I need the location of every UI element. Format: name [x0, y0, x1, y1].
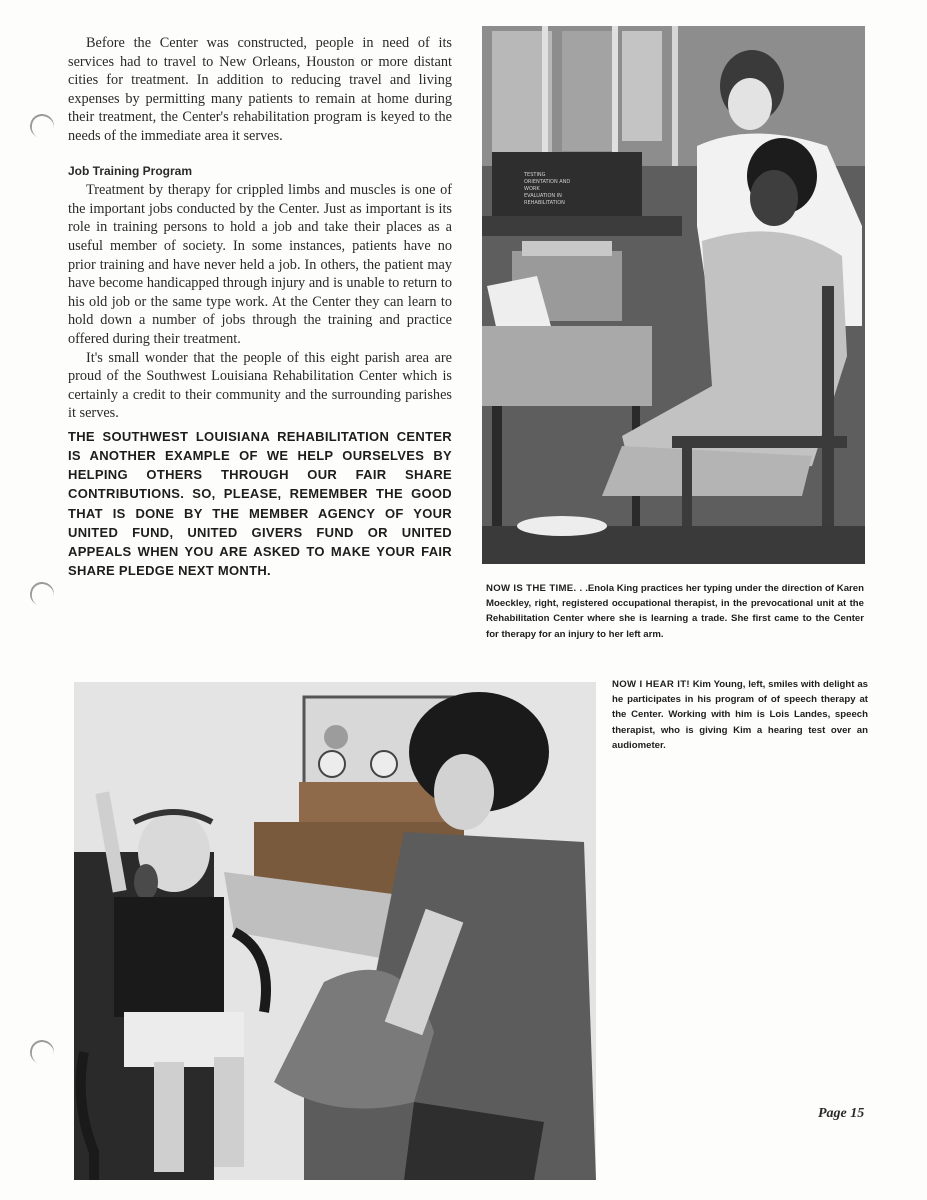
section-heading-job-training: Job Training Program: [68, 163, 193, 178]
article-text-column: [68, 34, 452, 581]
caption-hearing-text: Kim Young, left, smiles with delight as he participates in his program of of speech therapy at the Center. Working with him is Lois Landes, speech therapist, who is giving Kim a hearing test over an audiometer.: [612, 679, 868, 751]
paragraph-travel: Before the Center was constructed, people in need of its services had to travel to New Orleans, Houston or more distant cities for treatment. In addition to reducing travel and living expenses by permitting many patients to remain at home during their treatment, the Center's rehabilitation program is keyed to the needs of the immediate area it serves.: [68, 35, 452, 144]
caption-typing-text: .Enola King practices her typing under the direction of Karen Moeckley, right, registered occupational therapist, in the prevocational unit at the Rehabilitation Center where she is learning a trade. She first came to the Center for therapy for an injury to her left arm.: [486, 583, 864, 640]
box-label-line3: WORK: [524, 186, 540, 192]
hearing-photo-illustration: [74, 682, 596, 1180]
caption-typing-lead: NOW IS THE TIME. .: [486, 583, 583, 594]
box-label-line4: EVALUATION IN: [524, 193, 562, 199]
box-label-line2: ORIENTATION AND: [524, 179, 571, 185]
photo-typing-practice: [482, 26, 865, 564]
caption-hearing-lead: NOW I HEAR IT!: [612, 679, 690, 690]
photo-hearing-test: [74, 682, 596, 1180]
binder-hole: [27, 579, 56, 608]
page-number: Page 15: [818, 1106, 865, 1121]
box-label-line5: REHABILITATION: [524, 200, 565, 206]
paragraph-pride: It's small wonder that the people of this eight parish area are proud of the Southwest Louisiana Rehabilitation Center which is certainly a credit to their community and the surrounding parishes it serves.: [68, 349, 452, 422]
fair-share-appeal: THE SOUTHWEST LOUISIANA REHABILITATION CENTER IS ANOTHER EXAMPLE OF WE HELP OURSELVES BY HELPING OTHERS THROUGH OUR FAIR SHARE CONTRIBUTIONS. SO, PLEASE, REMEMBER THE GOOD THAT IS DONE BY THE MEMBER AGENCY OF YOUR UNITED FUND, UNITED GIVERS FUND OR UNITED APPEALS WHEN YOU ARE ASKED TO MAKE YOUR FAIR SHARE PLEDGE NEXT MONTH.: [68, 428, 452, 579]
binder-hole: [27, 1037, 56, 1066]
caption-hearing: [612, 677, 868, 753]
binder-hole: [27, 111, 56, 140]
typing-photo-illustration: [482, 26, 865, 564]
box-label-line1: TESTING: [524, 172, 546, 178]
caption-typing: [486, 581, 864, 642]
paragraph-treatment: Treatment by therapy for crippled limbs and muscles is one of the important jobs conducted by the Center. Just as important is its role in training persons to hold a job and take their places as a useful member of society. In some instances, patients have no prior training and have never held a job. In others, the patient may have become handicapped through injury and is unable to return to his old job or the same type work. At the Center they can learn to hold down a number of jobs through the training and practice offered during their treatment.: [68, 182, 452, 347]
